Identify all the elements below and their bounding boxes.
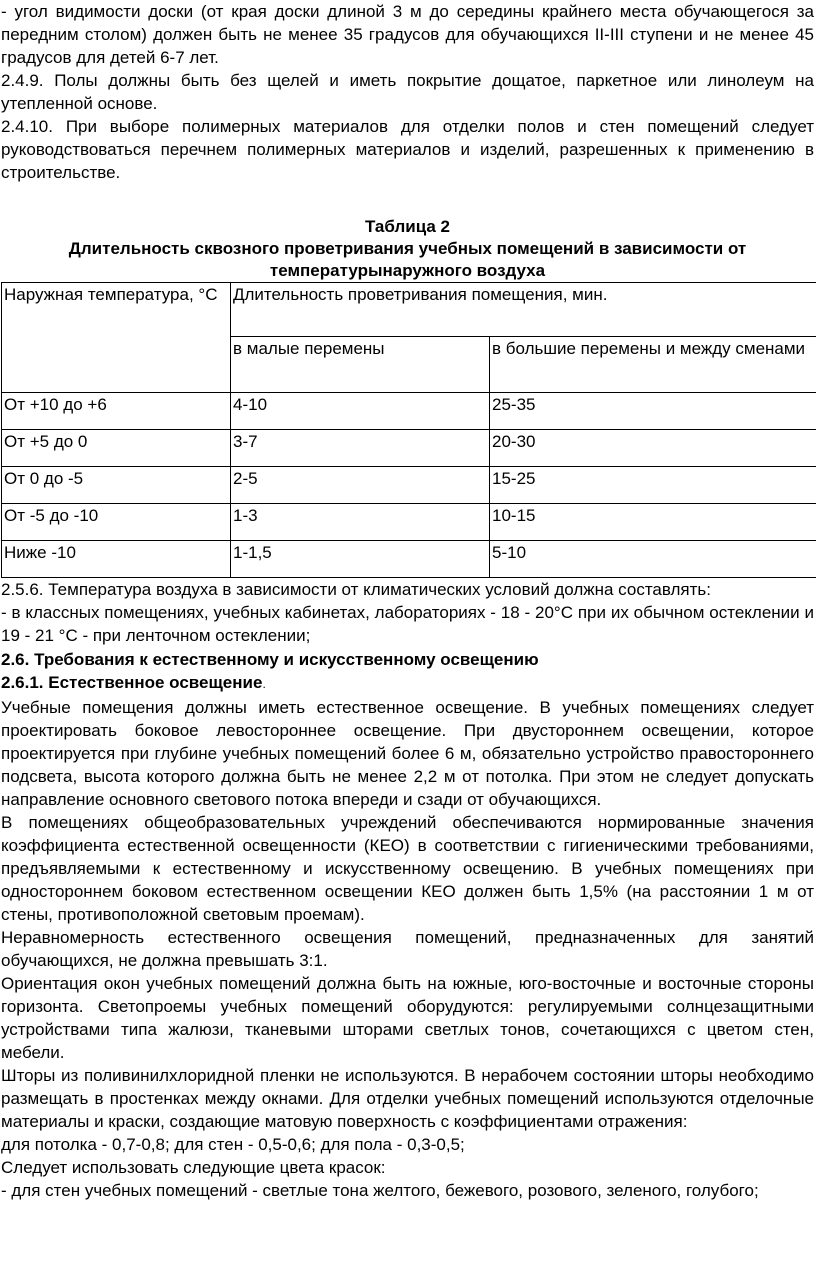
table-caption [1,216,814,282]
table-cell: От 0 до -5 [2,467,231,504]
table-header-row [2,283,816,337]
section-heading-lighting: 2.6. Требования к естественному и искусственному освещению [1,650,539,669]
header-long-breaks: в большие перемены и между сменами [490,337,816,393]
table-cell: 1-3 [231,504,490,541]
table-cell: От +10 до +6 [2,393,231,430]
ventilation-table [1,282,816,578]
table-cell: 2-5 [231,467,490,504]
paragraph-2-4-10: 2.4.10. При выборе полимерных материалов для отделки полов и стен помещений следует руководствоваться перечнем полимерных материалов и изделий, разрешенных к применению в строительстве. [1,117,814,182]
table-title: Длительность сквозного проветривания учебных помещений в зависимости от температурынаружного воздуха [68,239,747,280]
table-cell: 10-15 [490,504,816,541]
table-cell: 1-1,5 [231,541,490,578]
table-cell: 3-7 [231,430,490,467]
paragraph-natural-lighting: Учебные помещения должны иметь естественное освещение. В учебных помещениях следует проектировать боковое левостороннее освещение. При двустороннем освещении, которое проектируется при глубине учебных помещений более 6 м, обязательно устройство правостороннего подсвета, высота которого должна быть не менее 2,2 м от потолка. При этом не следует допускать направление основного светового потока впереди и сзади от обучающихся. [1,698,814,809]
subsection-heading-natural-lighting [1,671,814,696]
header-ventilation-duration: Длительность проветривания помещения, мин. [231,283,816,337]
subsection-heading-text: 2.6.1. Естественное освещение [1,673,263,692]
paragraph-paint-colors: Следует использовать следующие цвета красок: [1,1158,386,1177]
paragraph-curtains: Шторы из поливинилхлоридной пленки не используются. В нерабочем состоянии шторы необходимо размещать в простенках между окнами. Для отделки учебных помещений используются отделочные материалы и краски, создающие матовую поверхность с коэффициентами отражения: [1,1066,814,1131]
table-cell: 15-25 [490,467,816,504]
paragraph-reflection-coefficients: для потолка - 0,7-0,8; для стен - 0,5-0,6; для пола - 0,3-0,5; [1,1135,465,1154]
table-cell: 5-10 [490,541,816,578]
paragraph-keo: В помещениях общеобразовательных учреждений обеспечиваются нормированные значения коэффициента естественной освещенности (КЕО) в соответствии с гигиеническими требованиями, предъявляемыми к естественному и искусственному освещению. В учебных помещениях при одностороннем боковом естественном освещении КЕО должен быть 1,5% (на расстоянии 1 м от стены, противоположной световым проемам). [1,813,814,924]
table-cell: 25-35 [490,393,816,430]
table-row [2,393,816,430]
header-outdoor-temperature: Наружная температура, °С [2,283,231,393]
paragraph-classroom-temperature: - в классных помещениях, учебных кабинетах, лабораториях - 18 - 20°С при их обычном остеклении и 19 - 21 °С - при ленточном остеклении; [1,603,814,645]
paragraph-2-5-6: 2.5.6. Температура воздуха в зависимости от климатических условий должна составлять: [1,580,712,599]
table-label: Таблица 2 [364,217,451,236]
subsection-heading-suffix: . [262,677,266,691]
paragraph-window-orientation: Ориентация окон учебных помещений должна быть на южные, юго-восточные и восточные стороны горизонта. Светопроемы учебных помещений оборудуются: регулируемыми солнцезащитными устройствами типа жалюзи, тканевыми шторами светлых тонов, сочетающихся с цветом стен, мебели. [1,974,814,1062]
header-short-breaks: в малые перемены [231,337,490,393]
table-cell: Ниже -10 [2,541,231,578]
table-row [2,467,816,504]
table-cell: 4-10 [231,393,490,430]
paragraph-board-angle: - угол видимости доски (от края доски длиной 3 м до середины крайнего места обучающегося за передним столом) должен быть не менее 35 градусов для обучающихся II-III ступени и не менее 45 градусов для детей 6-7 лет. [1,2,814,67]
table-row [2,504,816,541]
table-cell: 20-30 [490,430,816,467]
table-cell: От -5 до -10 [2,504,231,541]
paragraph-wall-colors: - для стен учебных помещений - светлые тона желтого, бежевого, розового, зеленого, голубого; [1,1181,759,1200]
paragraph-unevenness: Неравномерность естественного освещения помещений, предназначенных для занятий обучающихся, не должна превышать 3:1. [1,928,814,970]
table-row [2,541,816,578]
table-row [2,430,816,467]
paragraph-2-4-9: 2.4.9. Полы должны быть без щелей и иметь покрытие дощатое, паркетное или линолеум на утепленной основе. [1,71,814,113]
table-cell: От +5 до 0 [2,430,231,467]
